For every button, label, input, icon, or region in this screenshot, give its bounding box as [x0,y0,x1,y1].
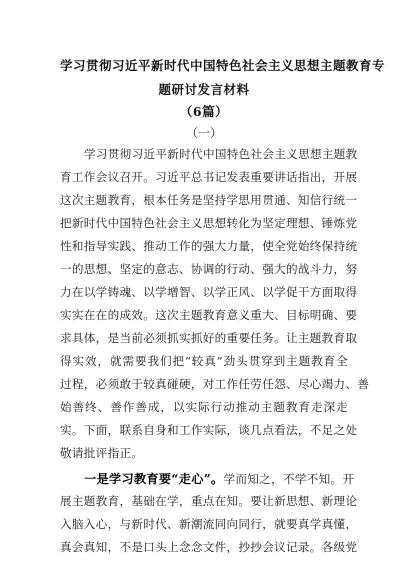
paragraph-1-line: 性和指导实践、推动工作的强大力量，使全党始终保持统 [60,239,358,253]
paragraph-1-line: 力在以学铸魂、以学增智、以学正风、以学促干方面取得 [60,285,358,299]
paragraph-1-line: 实。下面，联系自身和工作实际，谈几点看法，不足之处 [60,423,358,437]
document-title-count: （6篇） [179,104,229,119]
paragraph-1-line: 把新时代中国特色社会主义思想转化为坚定理想、锤炼党 [60,216,358,230]
document-title-line-2: 题研讨发言材料 [158,82,250,97]
paragraph-1-line: 实实在在的成效。这次主题教育意义重大、目标明确、要 [60,308,358,322]
section-number: （一） [185,126,222,140]
document-title-line-1: 学习贯彻习近平新时代中国特色社会主义思想主题教育专 [60,58,386,73]
paragraph-2-line: 入脑入心，与新时代、新潮流同向同行，就要真学真懂， [60,517,358,531]
paragraph-1-line: 求具体，是当前必须抓实抓好的重要任务。让主题教育取 [60,331,358,345]
paragraph-1-line: 过程，必须敢于较真碰硬，对工作任劳任怨、尽心竭力、善 [60,377,370,391]
paragraph-1-line: 育工作会议召开。习近平总书记发表重要讲话指出，开展 [60,170,358,184]
paragraph-1-line: 敬请批评指正。 [60,446,144,460]
paragraph-2-first-line-text: 学而知之，不学不知。开 [223,472,355,486]
paragraph-1-line: 始善终、善作善成，以实际行动推动主题教育走深走 [60,400,348,414]
paragraph-1-line: 一的思想、坚定的意志、协调的行动、强大的战斗力，努 [60,262,358,276]
paragraph-2-first-line [60,470,355,487]
paragraph-2-line: 真会真知，不是口头上念念文件，抄抄会议记录。各级党 [60,540,358,554]
paragraph-2-line: 展主题教育，基础在学，重点在知。要让新思想、新理论 [60,494,358,508]
paragraph-1-line: 这次主题教育，根本任务是坚持学思用贯通、知信行统一 [60,193,358,207]
paragraph-2-lead-heading: 一是学习教育要“走心”。 [84,472,224,486]
paragraph-1-line: 学习贯彻习近平新时代中国特色社会主义思想主题教 [84,147,358,161]
paragraph-1-line: 得实效，就需要我们把“较真”劲头贯穿到主题教育全 [60,354,348,368]
